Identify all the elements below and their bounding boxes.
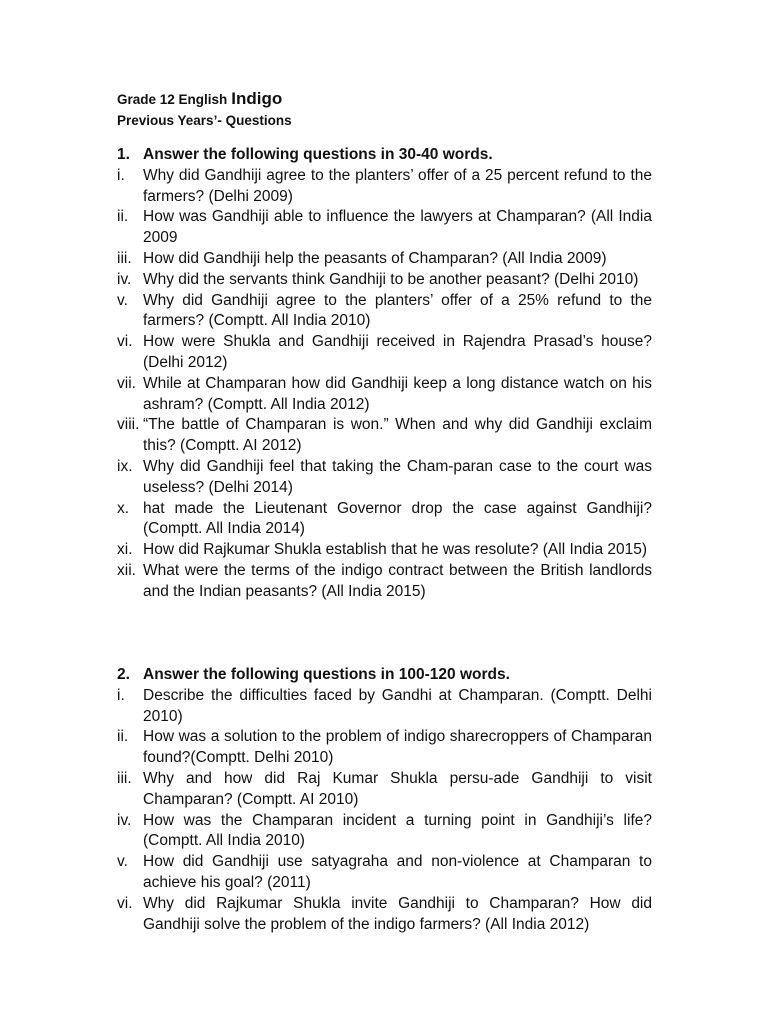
item-number: xii. — [117, 561, 136, 579]
item-text: Why did the servants think Gandhiji to be another peasant? (Delhi 2010) — [143, 270, 639, 288]
item-number: xi. — [117, 541, 133, 559]
list-item — [117, 457, 652, 499]
list-item — [117, 727, 652, 769]
section-1-heading — [117, 145, 652, 166]
list-item — [117, 811, 652, 853]
list-item — [117, 769, 652, 811]
list-item — [117, 540, 652, 561]
item-text: Why did Gandhiji agree to the planters’ offer of a 25% refund to the farmers? (Comptt. All India 2010) — [143, 291, 652, 330]
item-number: vi. — [117, 894, 133, 912]
item-text: How was the Champaran incident a turning point in Gandhiji’s life? (Comptt. All India 2010) — [143, 811, 652, 850]
list-item — [117, 894, 652, 936]
document-header — [117, 88, 292, 131]
header-line-1 — [117, 88, 292, 111]
list-item — [117, 561, 652, 603]
item-number: iii. — [117, 249, 132, 267]
section-1 — [117, 145, 652, 603]
item-number: v. — [117, 853, 128, 871]
item-number: ii. — [117, 728, 129, 746]
list-item — [117, 499, 652, 541]
item-number: i. — [117, 686, 125, 704]
list-item — [117, 166, 652, 208]
section-2-heading — [117, 665, 652, 686]
section-number: 2. — [117, 666, 130, 683]
item-number: vi. — [117, 333, 133, 351]
item-number: viii. — [117, 416, 140, 434]
item-text: How did Rajkumar Shukla establish that he was resolute? (All India 2015) — [143, 541, 648, 559]
header-subject: Grade 12 English — [117, 92, 228, 107]
item-text: “The battle of Champaran is won.” When and why did Gandhiji exclaim this? (Comptt. AI 2012) — [143, 416, 652, 455]
item-number: vii. — [117, 374, 136, 392]
item-number: ix. — [117, 457, 133, 475]
header-subtitle: Previous Years’- Questions — [117, 113, 292, 128]
list-item — [117, 291, 652, 333]
item-number: iii. — [117, 769, 132, 787]
list-item — [117, 415, 652, 457]
list-item — [117, 686, 652, 728]
item-text: How did Gandhiji use satyagraha and non-violence at Champaran to achieve his goal? (2011) — [143, 853, 652, 891]
item-number: x. — [117, 499, 130, 517]
item-text: Why and how did Raj Kumar Shukla persu-ade Gandhiji to visit Champaran? (Comptt. AI 2010) — [143, 769, 652, 808]
item-text: How was Gandhiji able to influence the lawyers at Champaran? (All India 2009 — [143, 208, 652, 247]
item-text: How was a solution to the problem of indigo sharecroppers of Champaran found?(Comptt. Delhi 2010) — [143, 728, 652, 767]
item-text: Why did Rajkumar Shukla invite Gandhiji to Champaran? How did Gandhiji solve the problem of the indigo farmers? (All India 2012) — [143, 894, 652, 933]
item-text: Describe the difficulties faced by Gandhi at Champaran. (Comptt. Delhi 2010) — [143, 686, 652, 725]
item-number: iv. — [117, 270, 132, 288]
section-heading-text: Answer the following questions in 30-40 words. — [143, 146, 493, 163]
section-heading-text: Answer the following questions in 100-120 words. — [143, 666, 510, 683]
header-title: Indigo — [231, 89, 283, 108]
list-item — [117, 207, 652, 249]
item-text: What were the terms of the indigo contract between the British landlords and the Indian peasants? (All India 2015) — [143, 561, 652, 600]
item-text: Why did Gandhiji feel that taking the Cham-paran case to the court was useless? (Delhi 2014) — [143, 457, 652, 496]
list-item — [117, 374, 652, 416]
list-item — [117, 332, 652, 374]
item-text: While at Champaran how did Gandhiji keep a long distance watch on his ashram? (Comptt. All India 2012) — [143, 374, 652, 413]
section-2 — [117, 665, 652, 935]
item-text: How did Gandhiji help the peasants of Champaran? (All India 2009) — [143, 249, 607, 267]
item-number: i. — [117, 166, 125, 184]
list-item — [117, 270, 652, 291]
item-text: How were Shukla and Gandhiji received in Rajendra Prasad’s house? (Delhi 2012) — [143, 333, 652, 371]
item-text: Why did Gandhiji agree to the planters’ offer of a 25 percent refund to the farmers? (Delhi 2009) — [143, 166, 652, 205]
section-number: 1. — [117, 146, 130, 163]
list-item — [117, 249, 652, 270]
item-number: iv. — [117, 811, 132, 829]
item-text: hat made the Lieutenant Governor drop the case against Gandhiji? (Comptt. All India 2014) — [143, 499, 652, 538]
item-number: v. — [117, 291, 128, 309]
list-item — [117, 852, 652, 894]
item-number: ii. — [117, 208, 129, 226]
